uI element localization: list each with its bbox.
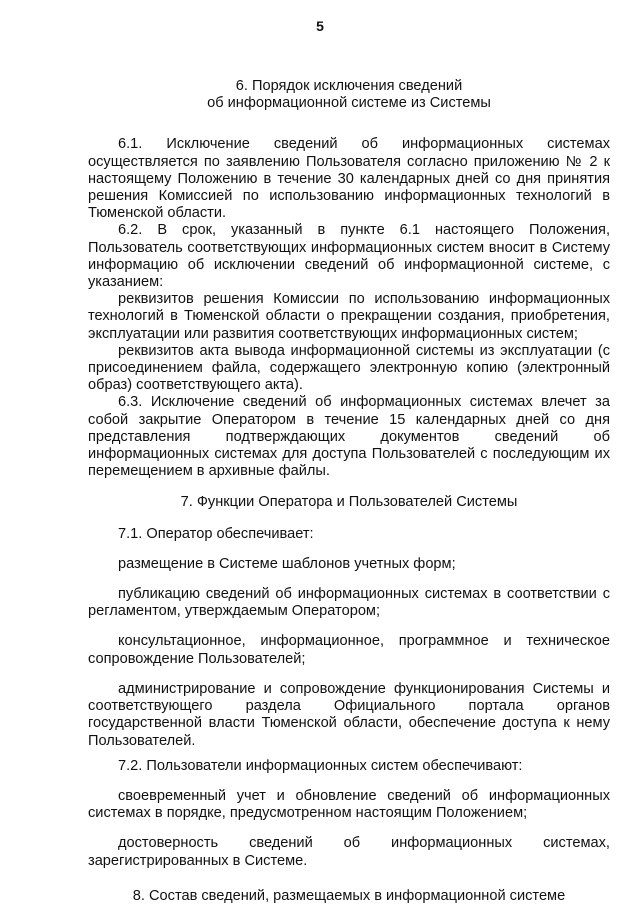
paragraph-7-2-item-1: своевременный учет и обновление сведений об информационных системах в порядке, предусмотренном настоящим Положением; — [88, 787, 610, 822]
paragraph-7-1-item-1: размещение в Системе шаблонов учетных форм; — [118, 555, 456, 572]
section-6-title-line-2: об информационной системе из Системы — [207, 95, 491, 112]
paragraph-6-3: 6.3. Исключение сведений об информационных системах влечет за собой закрытие Оператором в течение 15 календарных дней со дня представления подтверждающих документов сведений об информационных системах для доступа Пользователей с последующим их перемещением в архивные файлы. — [88, 394, 610, 480]
paragraph-7-1-item-2: публикацию сведений об информационных системах в соответствии с регламентом, утверждаемым Оператором; — [88, 586, 610, 620]
paragraph-7-2: 7.2. Пользователи информационных систем обеспечивают: — [118, 757, 523, 774]
paragraph-6-1: 6.1. Исключение сведений об информационных системах осуществляется по заявлению Пользователя согласно приложению № 2 к настоящему Положению в течение 30 календарных дней со дня принятия решения Комиссией по использованию информационных технологий в Тюменской области. — [88, 136, 610, 222]
paragraph-7-1-item-4: администрирование и сопровождение функционирования Системы и соответствующего раздела Официального портала органов государственной власти Тюменской области, обеспечение доступа к нему Пользователей. — [88, 680, 610, 749]
paragraph-6-2-item-2: реквизитов акта вывода информационной системы из эксплуатации (с присоединением файла, содержащего электронную копию (электронный образ) соответствующего акта). — [88, 342, 610, 394]
paragraph-6-2: 6.2. В срок, указанный в пункте 6.1 настоящего Положения, Пользователь соответствующих информационных систем вносит в Систему информацию об исключении сведений об информационной системе, с указанием: — [88, 222, 610, 291]
page-number: 5 — [316, 18, 324, 34]
section-8-title: 8. Состав сведений, размещаемых в информационной системе — [132, 887, 566, 904]
paragraph-7-1-item-3: консультационное, информационное, программное и техническое сопровождение Пользователей; — [88, 633, 610, 667]
section-6-title-line-1: 6. Порядок исключения сведений — [235, 78, 463, 94]
section-7-title: 7. Функции Оператора и Пользователей Системы — [180, 494, 518, 511]
paragraph-7-2-item-2: достоверность сведений об информационных системах, зарегистрированных в Системе. — [88, 835, 610, 869]
page-content — [88, 78, 610, 905]
paragraph-7-1: 7.1. Оператор обеспечивает: — [118, 525, 314, 542]
paragraph-6-2-item-1: реквизитов решения Комиссии по использованию информационных технологий в Тюменской области о прекращении создания, приобретения, эксплуатации или развития соответствующих информационных систем; — [88, 291, 610, 342]
